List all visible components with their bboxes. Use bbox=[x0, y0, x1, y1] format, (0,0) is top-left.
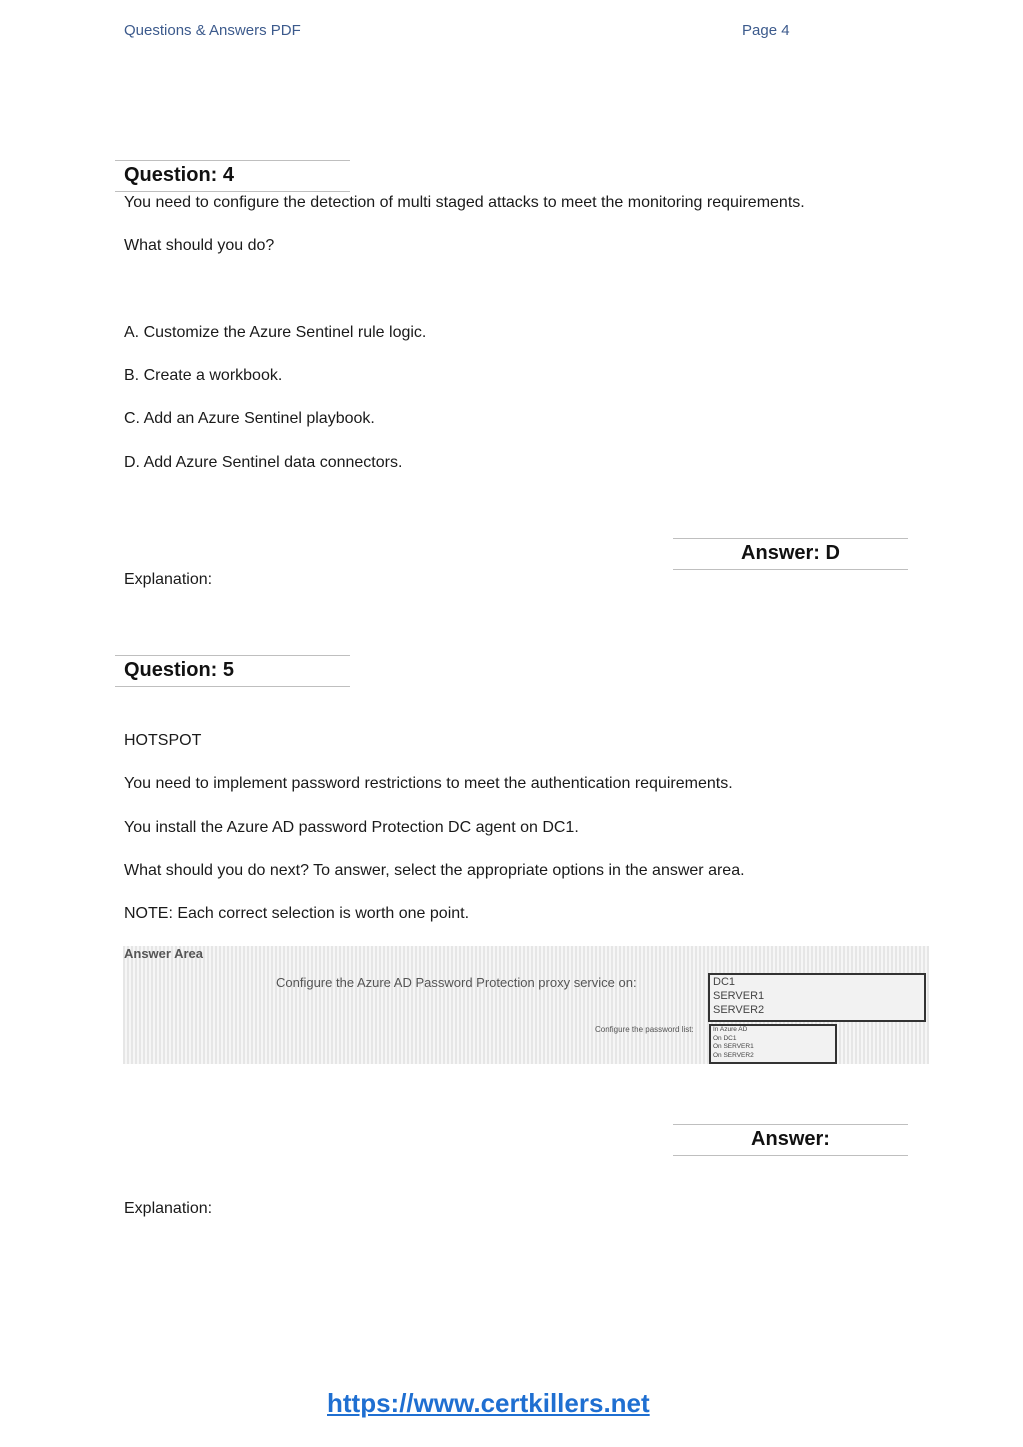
question-5-answer-box bbox=[673, 1124, 908, 1156]
question-4-option-c: C. Add an Azure Sentinel playbook. bbox=[124, 410, 375, 427]
question-5-note: NOTE: Each correct selection is worth one point. bbox=[124, 905, 470, 922]
question-4-answer: Answer: D bbox=[741, 542, 840, 564]
question-5-line-3: What should you do next? To answer, select the appropriate options in the answer area. bbox=[124, 862, 745, 879]
proxy-option-dc1[interactable]: DC1 bbox=[713, 976, 736, 988]
proxy-service-label: Configure the Azure AD Password Protection proxy service on: bbox=[276, 975, 637, 990]
question-5-type: HOTSPOT bbox=[124, 732, 202, 749]
header-title: Questions & Answers PDF bbox=[124, 22, 301, 39]
question-4-explanation: Explanation: bbox=[124, 571, 213, 588]
footer-link[interactable]: https://www.certkillers.net bbox=[327, 1388, 650, 1418]
proxy-service-dropdown[interactable] bbox=[708, 973, 926, 1022]
password-list-label: Configure the password list: bbox=[595, 1025, 694, 1034]
question-5-heading: Question: 5 bbox=[124, 659, 235, 681]
question-4-stem: You need to configure the detection of multi staged attacks to meet the monitoring requirements. bbox=[124, 194, 805, 211]
password-option-dc1[interactable]: On DC1 bbox=[713, 1034, 737, 1042]
password-option-server1[interactable]: On SERVER1 bbox=[713, 1043, 754, 1050]
question-5-heading-box bbox=[115, 655, 350, 687]
question-4-option-b: B. Create a workbook. bbox=[124, 367, 283, 384]
password-option-azure-ad[interactable]: In Azure AD bbox=[713, 1026, 748, 1033]
question-4-prompt: What should you do? bbox=[124, 237, 275, 254]
question-5-line-2: You install the Azure AD password Protection DC agent on DC1. bbox=[124, 819, 579, 836]
proxy-option-server1[interactable]: SERVER1 bbox=[713, 990, 765, 1002]
question-4-heading: Question: 4 bbox=[124, 164, 235, 186]
proxy-option-server2[interactable]: SERVER2 bbox=[713, 1004, 765, 1016]
question-4-answer-box bbox=[673, 538, 908, 570]
question-5-explanation: Explanation: bbox=[124, 1200, 213, 1217]
answer-area-title: Answer Area bbox=[124, 946, 203, 961]
answer-area-image bbox=[123, 946, 929, 1064]
question-5-line-1: You need to implement password restrictions to meet the authentication requirements. bbox=[124, 775, 733, 792]
password-list-dropdown[interactable] bbox=[709, 1024, 837, 1064]
question-4-heading-box bbox=[115, 160, 350, 192]
question-4-option-d: D. Add Azure Sentinel data connectors. bbox=[124, 454, 403, 471]
question-5-answer: Answer: bbox=[751, 1128, 830, 1150]
password-option-server2[interactable]: On SERVER2 bbox=[713, 1051, 754, 1059]
page-number: Page 4 bbox=[742, 22, 790, 39]
question-4-option-a: A. Customize the Azure Sentinel rule logic. bbox=[124, 324, 427, 341]
